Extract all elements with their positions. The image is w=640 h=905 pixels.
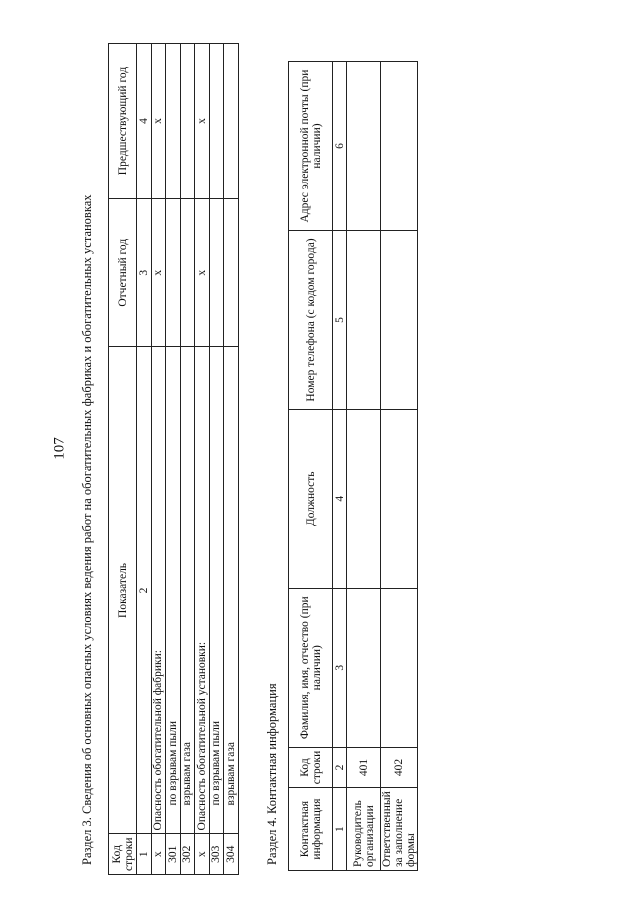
header-current-year: Отчетный год [109, 199, 137, 347]
col-number: 4 [137, 44, 152, 199]
col-number: 4 [333, 409, 347, 588]
section4-title: Раздел 4. Контактная информация [265, 683, 279, 865]
row-previous [209, 44, 224, 199]
row-code: 301 [166, 834, 181, 875]
row-current [180, 199, 195, 347]
section4-table [288, 61, 418, 871]
col-number: 6 [333, 62, 347, 231]
col-number: 2 [137, 347, 152, 834]
cell-position [347, 409, 381, 588]
cell-position [381, 409, 418, 588]
row-label: взрывам газа [180, 347, 195, 834]
header-position: Должность [289, 409, 333, 588]
table-row [347, 62, 381, 871]
col-number: 2 [333, 747, 347, 788]
header-email: Адрес электронной почты (при наличии) [289, 62, 333, 231]
section3-table [108, 43, 239, 875]
header-indicator: Показатель [109, 347, 137, 834]
table-row [180, 44, 195, 875]
col-number: 3 [333, 588, 347, 747]
row-code: 302 [180, 834, 195, 875]
row-current [224, 199, 239, 347]
row-code: x [151, 834, 166, 875]
table-row [166, 44, 181, 875]
row-label: взрывам газа [224, 347, 239, 834]
row-label: Опасность обогатительной установки: [195, 347, 210, 834]
row-previous [166, 44, 181, 199]
row-label: Опасность обогатительной фабрики: [151, 347, 166, 834]
col-number: 5 [333, 231, 347, 410]
header-full-name: Фамилия, имя, отчество (при наличии) [289, 588, 333, 747]
row-label: по взрывам пыли [166, 347, 181, 834]
cell-phone [381, 231, 418, 410]
header-previous-year: Предшествующий год [109, 44, 137, 199]
row-current [166, 199, 181, 347]
cell-phone [347, 231, 381, 410]
table-row [151, 44, 166, 875]
row-code: 402 [381, 747, 418, 788]
row-previous: x [195, 44, 210, 199]
table-row [195, 44, 210, 875]
section3-title: Раздел 3. Сведения об основных опасных условиях ведения работ на обогатительных фабриках и обогатительных установках [80, 194, 94, 865]
row-previous: x [151, 44, 166, 199]
row-code: 303 [209, 834, 224, 875]
row-label: Руководитель организации [347, 788, 381, 871]
row-label: Ответственный за заполнение формы [381, 788, 418, 871]
row-previous [180, 44, 195, 199]
header-code: Код строки [289, 747, 333, 788]
header-contact-info: Контактная информация [289, 788, 333, 871]
table-row [381, 62, 418, 871]
table-row [209, 44, 224, 875]
row-code: 304 [224, 834, 239, 875]
col-number: 1 [333, 788, 347, 871]
header-phone: Номер телефона (с кодом города) [289, 231, 333, 410]
table-row [224, 44, 239, 875]
row-current: x [195, 199, 210, 347]
col-number: 1 [137, 834, 152, 875]
row-code: 401 [347, 747, 381, 788]
page-number: 107 [51, 437, 68, 460]
row-code: x [195, 834, 210, 875]
col-number: 3 [137, 199, 152, 347]
row-previous [224, 44, 239, 199]
cell-email [381, 62, 418, 231]
row-label: по взрывам пыли [209, 347, 224, 834]
row-current [209, 199, 224, 347]
cell-full-name [381, 588, 418, 747]
cell-email [347, 62, 381, 231]
row-current: x [151, 199, 166, 347]
header-code: Код строки [109, 834, 137, 875]
cell-full-name [347, 588, 381, 747]
